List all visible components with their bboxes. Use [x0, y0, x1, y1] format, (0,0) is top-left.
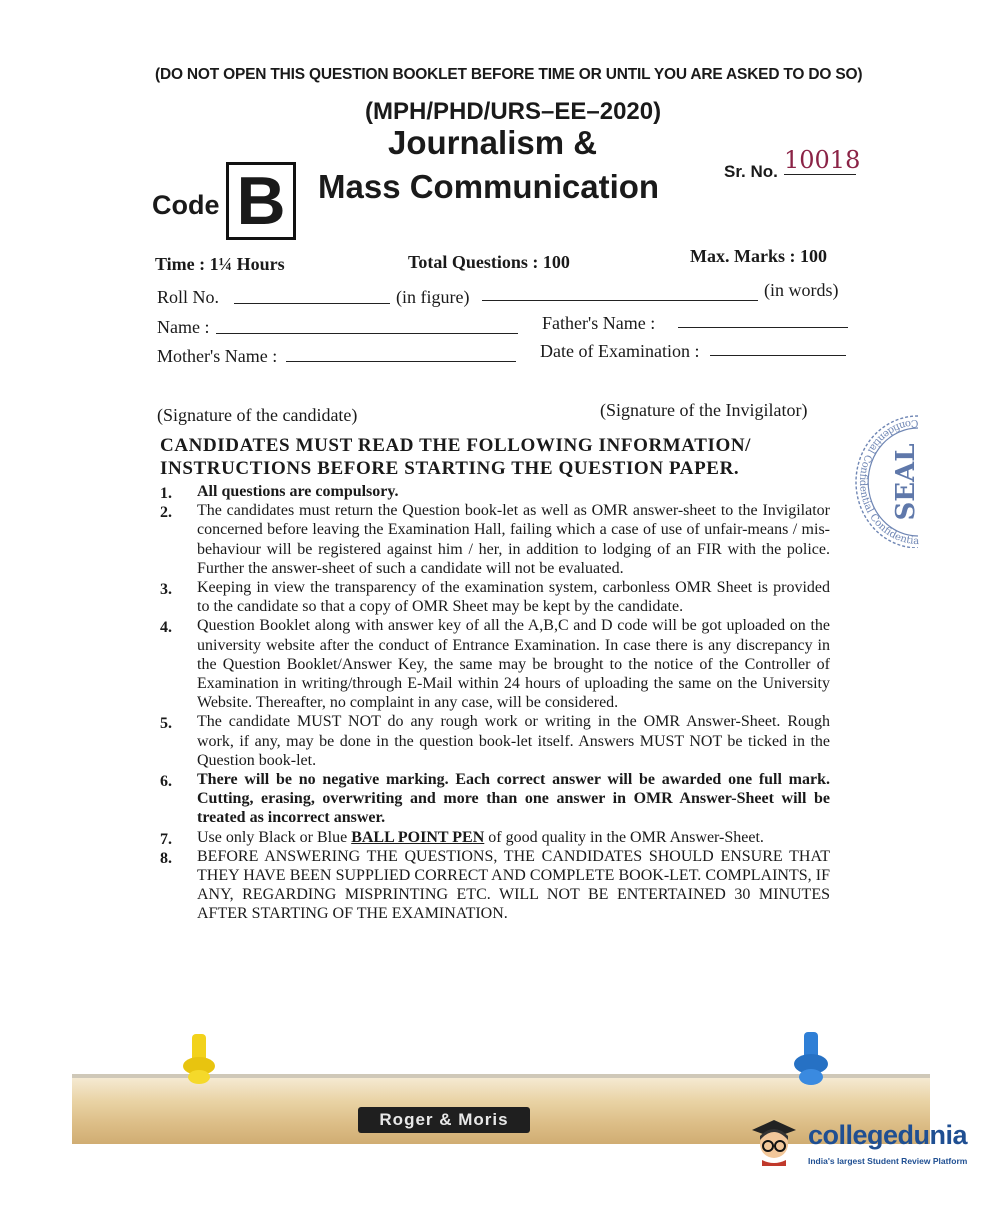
instructions-heading	[160, 434, 751, 480]
instructions-list	[160, 482, 830, 924]
list-item: 8. BEFORE ANSWERING THE QUESTIONS, THE CANDIDATES SHOULD ENSURE THAT THEY HAVE BEEN SUPPLIED CORRECT AND COMPLETE BOOK-LET. COMPLAINTS, IF ANY, REGARDING MISPRINTING ETC. WILL NOT BE ENTERTAINED 30 MINUTES AFTER STARTING OF THE EXAMINATION.	[160, 847, 830, 923]
subject-title-line2: Mass Communication	[318, 168, 660, 205]
serial-label: Sr. No.	[724, 162, 778, 181]
collegedunia-wordmark: collegedunia	[808, 1120, 968, 1150]
instruction-text: There will be no negative marking. Each correct answer will be awarded one full mark. Cutting, erasing, overwriting and more than one answer in OMR Answer-Sheet will be treated as incorrect answer.	[197, 771, 830, 827]
mothers-name-label: Mother's Name :	[157, 346, 278, 366]
in-words-label: (in words)	[764, 280, 839, 300]
collegedunia-tagline: India's largest Student Review Platform	[808, 1156, 968, 1166]
exam-code: (MPH/PHD/URS–EE–2020)	[365, 98, 662, 125]
instruction-text: The candidates must return the Question book-let as well as OMR answer-sheet to the Invigilator concerned before leaving the Examination Hall, failing which a case of use of unfair-means / mis-behaviour will be registered against him / her, in addition to lodging of an FIR with the police. Further the answer-sheet of such a candidate will not be evaluated.	[197, 502, 830, 577]
code-label: Code	[152, 190, 220, 220]
code-box: B	[226, 162, 296, 240]
date-of-exam-line	[710, 355, 846, 356]
max-marks: Max. Marks : 100	[690, 246, 827, 266]
in-figure-label: (in figure)	[396, 287, 470, 307]
instruction-text: Question Booklet along with answer key of all the A,B,C and D code will be got uploaded on the university website after the conduct of Entrance Examination. In case there is any discrepancy in the Question Booklet/Answer Key, the same may be brought to the notice of the Controller of Examination in writing/through E-Mail within 24 hours of uploading the same on the University Website. Thereafter, no complaint in any case, will be considered.	[197, 617, 830, 712]
name-line	[216, 333, 518, 334]
instruction-text: Keeping in view the transparency of the examination system, carbonless OMR Sheet is provided to the candidate so that a copy of OMR Sheet may be kept by the candidate.	[197, 579, 830, 616]
instructions-heading-line1: CANDIDATES MUST READ THE FOLLOWING INFORMATION/	[160, 435, 752, 456]
list-item: 2. The candidates must return the Question book-let as well as OMR answer-sheet to the Invigilator concerned before leaving the Examination Hall, failing which a case of use of unfair-means / mis-behaviour will be registered against him / her, in addition to lodging of an FIR with the police. Further the answer-sheet of such a candidate will not be evaluated.	[160, 502, 830, 577]
roll-no-figure-line	[234, 303, 390, 304]
list-item: 3. Keeping in view the transparency of the examination system, carbonless OMR Sheet is provided to the candidate so that a copy of OMR Sheet may be kept by the candidate.	[160, 579, 830, 616]
list-item: 5. The candidate MUST NOT do any rough work or writing in the OMR Answer-Sheet. Rough work, if any, may be done in the question book-let itself. Answers MUST NOT be ticked in the Question book-let.	[160, 713, 830, 769]
ball-point-pen-emphasis: BALL POINT PEN	[351, 828, 485, 846]
candidate-signature-label: (Signature of the candidate)	[157, 405, 358, 425]
board-brand-label: Roger & Moris	[358, 1107, 530, 1133]
fathers-name-line	[678, 327, 848, 328]
booklet-warning: (DO NOT OPEN THIS QUESTION BOOKLET BEFORE TIME OR UNTIL YOU ARE ASKED TO DO SO)	[155, 66, 863, 83]
list-item: 7. Use only Black or Blue BALL POINT PEN of good quality in the OMR Answer-Sheet.	[160, 828, 764, 848]
total-questions: Total Questions : 100	[408, 252, 570, 272]
time-allowed: Time : 1¼ Hours	[155, 254, 285, 274]
mothers-name-line	[286, 361, 516, 362]
yellow-pushpin-icon	[174, 1030, 224, 1086]
list-item: 1. All questions are compulsory.	[160, 483, 399, 502]
seal-text: SEAL	[891, 443, 921, 521]
instruction-text: The candidate MUST NOT do any rough work or writing in the OMR Answer-Sheet. Rough work, if any, may be done in the question book-let itself. Answers MUST NOT be ticked in the Question book-let.	[197, 713, 830, 769]
invigilator-signature-label: (Signature of the Invigilator)	[600, 400, 808, 420]
list-item: 6. There will be no negative marking. Each correct answer will be awarded one full mark. Cutting, erasing, overwriting and more than one answer in OMR Answer-Sheet will be treated as incorrect answer.	[160, 771, 830, 827]
date-of-exam-label: Date of Examination :	[540, 341, 700, 361]
blue-pushpin-icon	[786, 1030, 838, 1090]
fathers-name-label: Father's Name :	[542, 313, 656, 333]
confidential-seal-stamp	[852, 408, 938, 548]
instruction-text: All questions are compulsory.	[197, 483, 399, 500]
collegedunia-mascot-icon	[744, 1114, 806, 1166]
list-item: 4. Question Booklet along with answer key of all the A,B,C and D code will be got uploaded on the university website after the conduct of Entrance Examination. In case there is any discrepancy in the Question Booklet/Answer Key, the same may be brought to the notice of the Controller of Examination in writing/through E-Mail within 24 hours of uploading the same on the University Website. Thereafter, no complaint in any case, will be considered.	[160, 617, 830, 712]
serial-number: 10018	[784, 146, 861, 174]
seal-ring-text: Confidential Confidential Confidential	[856, 416, 920, 548]
subject-title-line1: Journalism &	[388, 124, 598, 161]
instruction-text: BEFORE ANSWERING THE QUESTIONS, THE CANDIDATES SHOULD ENSURE THAT THEY HAVE BEEN SUPPLIED CORRECT AND COMPLETE BOOK-LET. COMPLAINTS, IF ANY, REGARDING MISPRINTING ETC. WILL NOT BE ENTERTAINED 30 MINUTES AFTER STARTING OF THE EXAMINATION.	[197, 847, 830, 923]
roll-no-label: Roll No.	[157, 287, 220, 307]
name-label: Name :	[157, 317, 210, 337]
roll-no-words-line	[482, 300, 758, 301]
instructions-heading-line2: INSTRUCTIONS BEFORE STARTING THE QUESTION PAPER.	[160, 458, 740, 479]
